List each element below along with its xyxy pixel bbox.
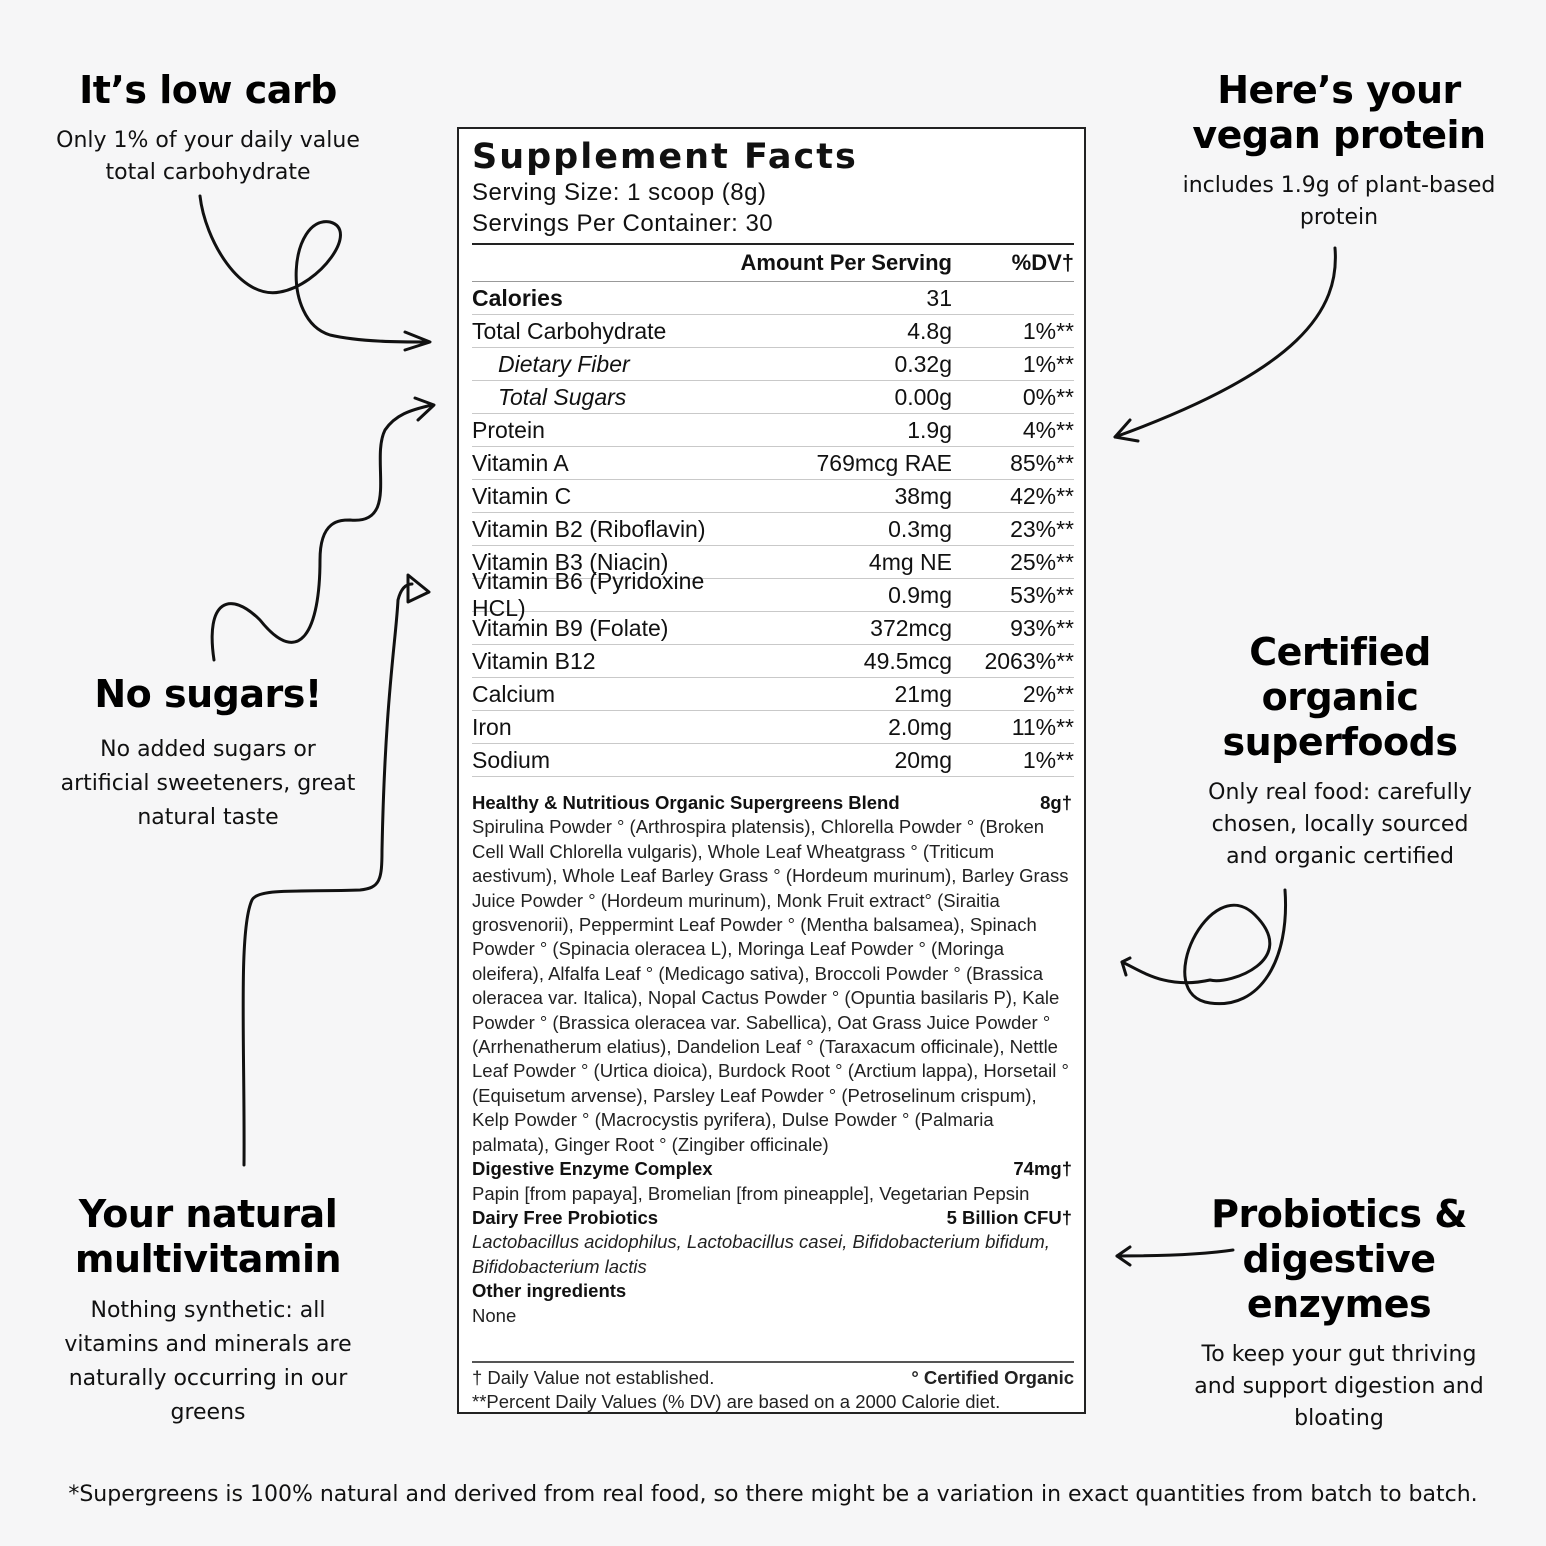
callout-probiotics-text: To keep your gut thriving and support digestion and bloating [1194, 1342, 1484, 1431]
callout-multivitamin-title: Your natural multivitamin [74, 1192, 342, 1281]
nutrient-row [472, 744, 1074, 777]
footnote-dagger: † Daily Value not established. [472, 1367, 715, 1388]
supplement-facts-panel [457, 127, 1086, 1414]
callout-low-carb-title: It’s low carb [79, 68, 337, 112]
ingredients-section [472, 791, 1074, 1328]
nutrient-rows [472, 282, 1074, 777]
nutrient-amount: 2.0mg [888, 713, 952, 740]
nutrient-name: Vitamin B12 [472, 647, 596, 674]
nutrient-amount: 21mg [894, 680, 952, 707]
facts-footnotes [472, 1361, 1074, 1414]
callout-organic-title: Certified organic superfoods [1222, 630, 1458, 764]
nutrient-amount: 20mg [894, 746, 952, 773]
nutrient-name: Calcium [472, 680, 556, 707]
nutrient-dv: 2063%** [984, 647, 1074, 674]
dv-header: %DV† [1011, 250, 1074, 275]
nutrient-name: Vitamin B6 (Pyridoxine HCL) [472, 568, 705, 621]
nutrient-row [472, 480, 1074, 513]
nutrient-amount: 0.9mg [888, 581, 952, 608]
callout-protein-text: includes 1.9g of plant-based protein [1182, 173, 1496, 230]
nutrient-amount: 4mg NE [868, 548, 952, 575]
nutrient-name: Vitamin B9 (Folate) [472, 614, 669, 641]
nutrient-dv: 85%** [1010, 449, 1074, 476]
nutrient-amount: 31 [926, 284, 952, 311]
nutrient-row [472, 447, 1074, 480]
nutrient-dv: 4%** [1022, 416, 1074, 443]
callout-protein [1180, 68, 1498, 234]
nutrient-dv: 1%** [1022, 317, 1074, 344]
nutrient-row [472, 678, 1074, 711]
callout-low-carb [40, 68, 376, 189]
callout-no-sugars-text: No added sugars or artificial sweeteners, great natural taste [60, 737, 356, 830]
arrow-sugars [212, 405, 432, 660]
serving-size: Serving Size: 1 scoop (8g) [472, 179, 767, 206]
enzyme-text: Papin [from papaya], Bromelian [from pineapple], Vegetarian Pepsin [472, 1182, 1030, 1204]
footnote-organic: ° Certified Organic [911, 1367, 1074, 1388]
other-text: None [472, 1304, 517, 1326]
probiotic-text: Lactobacillus acidophilus, Lactobacillus casei, Bifidobacterium bifidum, Bifidobacterium lactis [472, 1231, 1050, 1277]
blend-amount: 8g† [1040, 792, 1072, 813]
nutrient-dv: 1%** [1022, 746, 1074, 773]
nutrient-dv: 23%** [1010, 515, 1074, 542]
nutrient-dv: 93%** [1010, 614, 1074, 641]
nutrient-amount: 0.32g [894, 350, 952, 377]
nutrient-row [472, 414, 1074, 447]
servings-per-container: Servings Per Container: 30 [472, 210, 774, 237]
nutrient-row [472, 568, 1074, 621]
nutrient-dv: 53%** [1010, 581, 1074, 608]
enzyme-header [472, 1157, 1074, 1181]
callout-organic [1190, 630, 1490, 873]
nutrient-row [472, 315, 1074, 348]
probiotic-header [472, 1206, 1074, 1230]
nutrient-dv: 25%** [1010, 548, 1074, 575]
nutrient-amount: 49.5mcg [863, 647, 952, 674]
probiotic-amount: 5 Billion CFU† [946, 1206, 1072, 1228]
enzyme-name: Digestive Enzyme Complex [472, 1158, 713, 1180]
callout-probiotics [1180, 1192, 1498, 1435]
nutrient-dv: 1%** [1022, 350, 1074, 377]
nutrient-name: Iron [472, 713, 512, 740]
nutrient-row [472, 711, 1074, 744]
other-header [472, 1279, 1074, 1303]
disclaimer: *Supergreens is 100% natural and derived from real food, so there might be a variation in exact quantities from batch to batch. [68, 1482, 1478, 1507]
callout-low-carb-text: Only 1% of your daily value total carbohydrate [56, 128, 360, 185]
amount-header: Amount Per Serving [740, 250, 952, 275]
arrow-organic [1122, 890, 1286, 1004]
nutrient-amount: 0.00g [894, 383, 952, 410]
arrow-protein [1115, 248, 1335, 437]
nutrient-row [472, 348, 1074, 381]
nutrient-amount: 1.9g [907, 416, 952, 443]
nutrient-amount: 4.8g [907, 317, 952, 344]
callout-organic-text: Only real food: carefully chosen, locally sourced and organic certified [1208, 780, 1472, 869]
callout-multivitamin [40, 1192, 376, 1430]
nutrient-name: Dietary Fiber [498, 350, 630, 377]
arrow-low-carb [200, 196, 428, 342]
nutrient-name: Total Sugars [498, 383, 627, 410]
nutrient-name: Protein [472, 416, 545, 443]
nutrient-amount: 38mg [894, 482, 952, 509]
nutrient-name: Vitamin A [472, 449, 569, 476]
nutrient-amount: 0.3mg [888, 515, 952, 542]
nutrient-dv: 0%** [1022, 383, 1074, 410]
footnote-dv: **Percent Daily Values (% DV) are based on a 2000 Calorie diet. [472, 1391, 1001, 1412]
blend-header [472, 791, 1074, 815]
callout-protein-title: Here’s your vegan protein [1192, 68, 1486, 157]
callout-multivitamin-text: Nothing synthetic: all vitamins and minerals are naturally occurring in our greens [64, 1298, 352, 1425]
nutrient-row [472, 381, 1074, 414]
probiotic-name: Dairy Free Probiotics [472, 1206, 659, 1228]
nutrient-name: Total Carbohydrate [472, 317, 667, 344]
nutrient-amount: 372mcg [870, 614, 952, 641]
nutrient-dv: 11%** [1011, 713, 1074, 740]
callout-no-sugars-title: No sugars! [94, 672, 322, 716]
enzyme-amount: 74mg† [1013, 1158, 1072, 1180]
callout-probiotics-title: Probiotics & digestive enzymes [1211, 1192, 1467, 1326]
other-name: Other ingredients [472, 1280, 627, 1302]
nutrient-name: Vitamin C [472, 482, 572, 509]
nutrient-name: Vitamin B3 (Niacin) [472, 548, 669, 575]
nutrient-dv: 42%** [1010, 482, 1074, 509]
arrow-multivitamin-head [408, 575, 429, 602]
blend-name: Healthy & Nutritious Organic Supergreens Blend [472, 792, 900, 813]
nutrient-name: Calories [472, 284, 563, 311]
facts-title: Supplement Facts [472, 137, 858, 177]
nutrient-row [472, 645, 1074, 678]
nutrient-name: Vitamin B2 (Riboflavin) [472, 515, 706, 542]
callout-no-sugars [58, 672, 358, 835]
nutrient-row [472, 612, 1074, 645]
nutrient-row [472, 282, 1074, 315]
nutrient-row [472, 513, 1074, 546]
nutrient-name: Sodium [472, 746, 550, 773]
nutrient-amount: 769mcg RAE [816, 449, 952, 476]
facts-header-row [472, 243, 1074, 282]
blend-text: Spirulina Powder ° (Arthrospira platensis), Chlorella Powder ° (Broken Cell Wall Chlorella vulgaris), Whole Leaf Wheatgrass ° (Triticum aestivum), Whole Leaf Barley Grass ° (Hordeum murinum), Barley Grass Juice Powder ° (Hordeum murinum), Monk Fruit extract° (Siraitia grosvenorii), Peppermint Leaf Powder ° (Mentha balsamea), Spinach Powder ° (Spinacia oleracea L), Moringa Leaf Powder ° (Moringa oleifera), Alfalfa Leaf ° (Medicago sativa), Broccoli Powder ° (Brassica oleracea var. Italica), Nopal Cactus Powder ° (Opuntia basilaris P), Kale Powder ° (Brassica oleracea var. Sabellica), Oat Grass Juice Powder ° (Arrhenatherum elatius), Dandelion Leaf ° (Taraxacum officinale), Nettle Leaf Powder ° (Urtica dioica), Burdock Root ° (Arctium lappa), Horsetail ° (Equisetum arvense), Parsley Leaf Powder ° (Petroselinum crispum), Kelp Powder ° (Macrocystis pyrifera), Dulse Powder ° (Palmaria palmata), Ginger Root ° (Zingiber officinale) [472, 816, 1069, 1155]
nutrient-dv: 2%** [1022, 680, 1074, 707]
